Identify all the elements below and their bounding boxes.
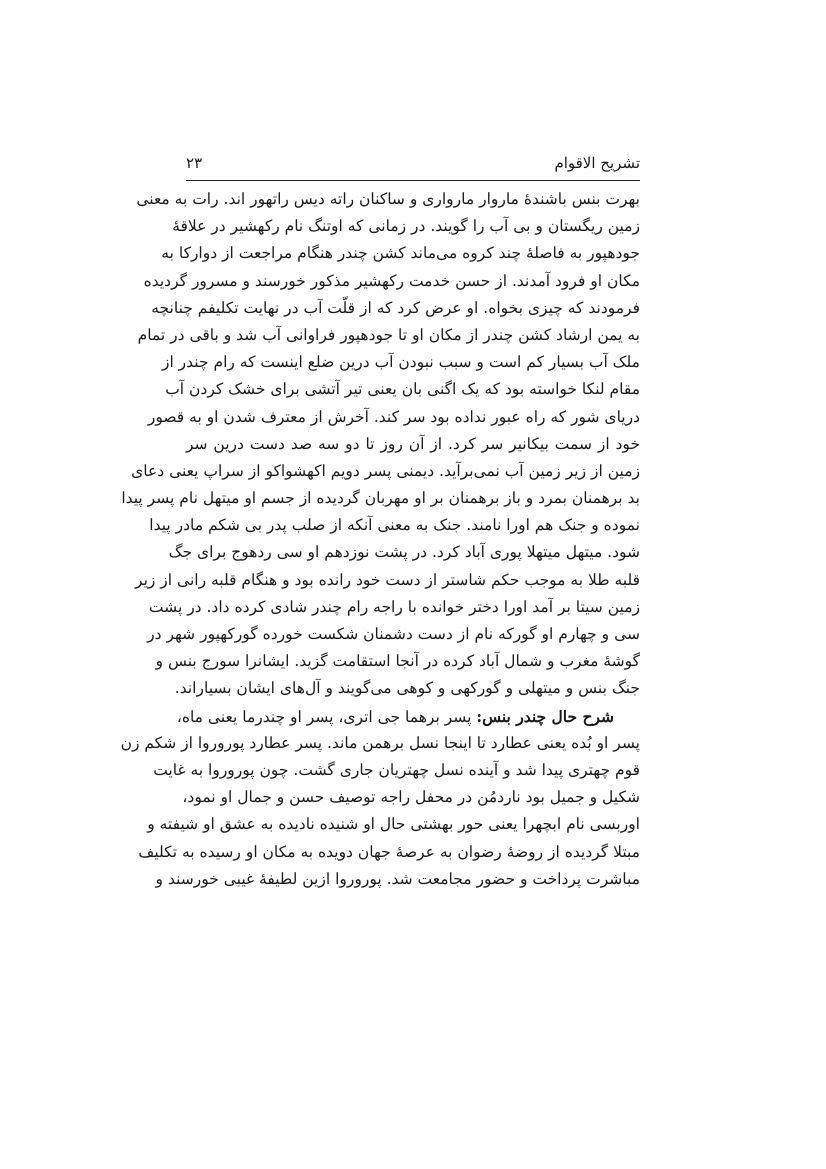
text-line: بد برهمنان بمرد و باز برهمنان بر او مهربان گردیده از جسم او میتهل نام پسر پیدا bbox=[121, 489, 640, 508]
text-line: شود. میتهل میتهلا پوری آباد کرد. در پشت نوزدهم او سی ردهوج برای جگ bbox=[168, 543, 640, 562]
text-line: نموده و جنک هم اورا نامند. جنک به معنی آنکه از صلب پدر بی شکم مادر پیدا bbox=[149, 516, 640, 535]
text-line: بهرت بنس باشندهٔ ماروار مارواری و ساکنان راته دیس راتهور اند. رات به معنی bbox=[136, 190, 640, 208]
text-line: قلبه طلا به موجب حکم شاستر از دست خود رانده بود و هنگام قلبه رانی از زیر bbox=[135, 570, 640, 589]
text-line: به یمن ارشاد کشن چندر از مکان او تا جودهپور فراوانی آب شد و باقی در تمام bbox=[137, 325, 640, 344]
running-header bbox=[186, 148, 640, 178]
text-line: مقام لنکا خواسته بود که یک اگنی بان یعنی تیر آتشی برای خشک کردن آب bbox=[165, 380, 640, 399]
section-heading: شرح حال چندر بنس: bbox=[476, 706, 614, 726]
paragraph-2 bbox=[120, 703, 640, 893]
text-line: دریای شور که راه عبور نداده بود سر کند. آخرش از معترف شدن او به قصور bbox=[147, 407, 640, 426]
text-line: جنگ بنس و میتهلی و گورکهی و کوهی می‌گویند و آل‌های ایشان بسیاراند. bbox=[174, 679, 640, 698]
text-line: مکان او فرود آمدند. از حسن خدمت رکهشیر مذکور خورسند و مسرور گردیده bbox=[143, 271, 640, 290]
text-line: خود از سمت بیکانیر سر کرد. از آن روز تا دو سه صد دست درین سر bbox=[186, 434, 640, 453]
page-number: ۲۳ bbox=[186, 154, 203, 172]
text-line: فرمودند که چیزی بخواه. او عرض کرد که از قلّت آب در نهایت تکلیفم چنانچه bbox=[151, 298, 640, 317]
header-rule bbox=[186, 180, 640, 181]
text-line: اوربسی نام ابچهرا یعنی حور بهشتی حال او شنیده نادیده به عشق او شیفته و bbox=[147, 815, 640, 834]
text-line: پسر او بُده یعنی عطارد تا اینجا نسل برهمن ماند. پسر عطارد پوروروا از شکم زن bbox=[120, 733, 640, 752]
text-line: شکیل و جمیل بود ناردمُن در محفل راجه توصیف حسن و جمال او نمود، bbox=[182, 788, 640, 807]
text-line: مبتلا گردیده از روضهٔ رضوان به عرصهٔ جهان دویده به مکان او رسیده به تکلیف bbox=[138, 842, 640, 861]
text-line: زمین سیتا بر آمد اورا دختر خوانده با راجه رام چندر شادی کرده داد. در پشت bbox=[148, 597, 640, 616]
text-line: گوشهٔ مغرب و شمال آباد کرده در آنجا استقامت گزید. ایشانرا سورج بنس و bbox=[155, 652, 640, 671]
text-line: زمین از زیر زمین آب نمی‌برآید. دیمنی پسر دویم اکهشواکو از سراپ یعنی دعای bbox=[131, 461, 640, 480]
paragraph-2-first-line-text: پسر برهما جی اتری، پسر او چندرما یعنی ماه، bbox=[176, 707, 472, 726]
text-line: ملک آب بسیار کم است و سبب نبودن آب درین ضلع اینست که رام چندر از bbox=[161, 353, 640, 372]
paragraph-1 bbox=[121, 186, 640, 703]
text-line: زمین ریگستان و بی آب را گویند. در زمانی که اوتنگ نام رکهشیر در علاقهٔ bbox=[172, 217, 640, 236]
running-title: تشریح الاقوام bbox=[554, 154, 640, 172]
text-line: قوم چهتری پیدا شد و آینده نسل چهتریان جاری گشت. چون پوروروا به غایت bbox=[153, 760, 640, 779]
text-line: جودهپور به فاصلهٔ چند کروه می‌ماند کشن چندر هنگام مراجعت از دوارکا به bbox=[161, 244, 640, 263]
text-line: سی و چهارم او گورکه نام از دست دشمنان شکست خورده گورکهپور شهر در bbox=[147, 625, 640, 643]
paragraph-2-first-line bbox=[176, 703, 640, 730]
body-text bbox=[120, 186, 640, 893]
text-line: مباشرت پرداخت و حضور مجامعت شد. پوروروا ازین لطیفهٔ غیبی خورسند و bbox=[155, 869, 640, 888]
